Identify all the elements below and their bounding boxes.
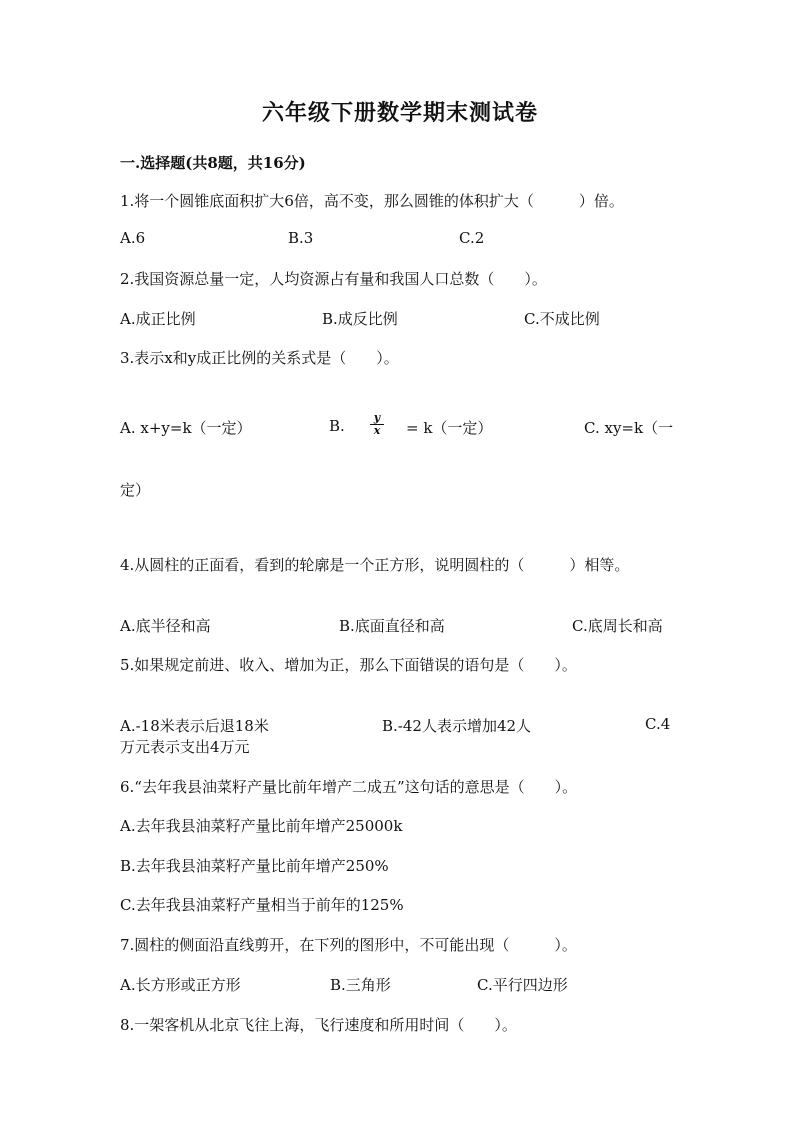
q2-option-a: A.成正比例 xyxy=(120,310,196,328)
q3-fraction xyxy=(370,412,384,437)
q3-option-c-wrap: 定） xyxy=(120,481,151,499)
q6-option-c: C.去年我县油菜籽产量相当于前年的125% xyxy=(120,896,404,914)
q1-option-a: A.6 xyxy=(120,229,146,247)
question-6: 6.“去年我县油菜籽产量比前年增产二成五”这句话的意思是（ ）。 xyxy=(120,778,578,796)
q2-option-c: C.不成比例 xyxy=(524,310,600,328)
q1-option-c: C.2 xyxy=(459,229,485,247)
q4-option-c: C.底周长和高 xyxy=(572,617,663,635)
q5-option-c-wrap: 万元表示支出4万元 xyxy=(120,738,250,756)
q7-option-b: B.三角形 xyxy=(330,976,391,994)
q7-option-c: C.平行四边形 xyxy=(477,976,568,994)
q4-option-b: B.底面直径和高 xyxy=(339,617,445,635)
question-5: 5.如果规定前进、收入、增加为正，那么下面错误的语句是（ ）。 xyxy=(120,656,577,674)
section-heading: 一.选择题(共8题，共16分) xyxy=(120,154,306,172)
q5-option-c: C.4 xyxy=(645,715,671,733)
q2-option-b: B.成反比例 xyxy=(322,310,398,328)
q6-option-a: A.去年我县油菜籽产量比前年增产25000k xyxy=(120,817,403,835)
q1-option-b: B.3 xyxy=(288,229,314,247)
q3-option-a: A. x+y=k（一定） xyxy=(120,419,252,437)
q5-option-a: A.-18米表示后退18米 xyxy=(120,717,269,735)
q3-fraction-denominator: x xyxy=(373,424,381,437)
question-3: 3.表示x和y成正比例的关系式是（ ）。 xyxy=(120,349,399,367)
q6-option-b: B.去年我县油菜籽产量比前年增产250% xyxy=(120,857,389,875)
q3-option-b: B. xyxy=(329,417,345,435)
q3-option-b-rest: = k（一定） xyxy=(406,419,493,437)
question-7: 7.圆柱的侧面沿直线剪开，在下列的图形中，不可能出现（ ）。 xyxy=(120,936,577,954)
question-1: 1.将一个圆锥底面积扩大6倍，高不变，那么圆锥的体积扩大（ ）倍。 xyxy=(120,192,624,210)
question-8: 8.一架客机从北京飞往上海，飞行速度和所用时间（ ）。 xyxy=(120,1016,517,1034)
q4-option-a: A.底半径和高 xyxy=(120,617,211,635)
q3-option-c: C. xy=k（一 xyxy=(584,419,674,437)
question-2: 2.我国资源总量一定，人均资源占有量和我国人口总数（ ）。 xyxy=(120,270,547,288)
q5-option-b: B.-42人表示增加42人 xyxy=(382,717,532,735)
q7-option-a: A.长方形或正方形 xyxy=(120,976,241,994)
question-4: 4.从圆柱的正面看，看到的轮廓是一个正方形，说明圆柱的（ ）相等。 xyxy=(120,556,630,574)
page-title: 六年级下册数学期末测试卷 xyxy=(261,100,538,126)
q3-fraction-numerator: y xyxy=(370,412,384,425)
